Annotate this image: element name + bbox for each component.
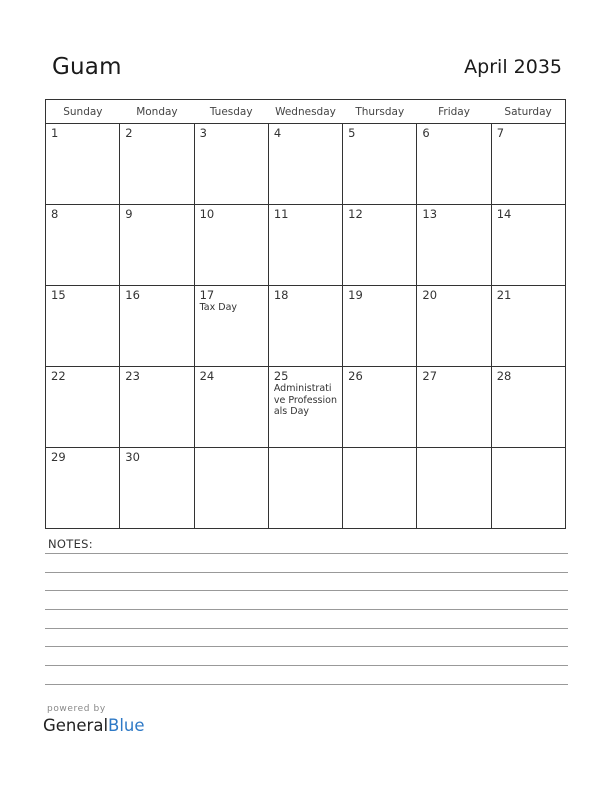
- notes-line: [45, 684, 568, 685]
- day-cell: [343, 367, 417, 448]
- day-cell: [417, 205, 491, 286]
- week-row: [46, 124, 566, 205]
- day-number: 4: [273, 126, 282, 140]
- generalblue-logo[interactable]: [43, 716, 145, 735]
- day-cell: [491, 448, 565, 529]
- notes-line: [45, 628, 568, 629]
- day-number: 13: [422, 207, 438, 221]
- day-number: 27: [422, 369, 438, 383]
- week-row: [46, 205, 566, 286]
- day-number: 18: [273, 288, 289, 302]
- day-number: 20: [422, 288, 438, 302]
- day-number: 9: [125, 207, 133, 221]
- week-row: [46, 367, 566, 448]
- day-number: 21: [496, 288, 512, 302]
- day-cell: [194, 286, 268, 367]
- day-cell: [343, 286, 417, 367]
- day-cell: [120, 286, 194, 367]
- day-number: 11: [273, 207, 289, 221]
- day-number: 7: [496, 126, 505, 140]
- holiday-label: Administrative Professionals Day: [273, 383, 337, 417]
- day-number: 6: [422, 126, 430, 140]
- holiday-label: Tax Day: [199, 302, 238, 313]
- day-number: 1: [51, 126, 59, 140]
- day-cell: [120, 367, 194, 448]
- week-row: [46, 448, 566, 529]
- calendar-grid: [45, 99, 566, 529]
- day-number: 24: [199, 369, 215, 383]
- day-cell: [120, 448, 194, 529]
- day-number: 25: [273, 369, 289, 383]
- logo-blue-text: Blue: [108, 716, 145, 735]
- day-number: 12: [348, 207, 363, 221]
- day-cell: [491, 124, 565, 205]
- weekday-thursday: Thursday: [343, 100, 417, 124]
- day-number: 28: [496, 369, 512, 383]
- calendar-month-title: April 2035: [464, 56, 562, 78]
- day-number: 30: [125, 450, 140, 464]
- notes-line: [45, 572, 568, 573]
- calendar-region-title: Guam: [52, 54, 122, 80]
- day-number: 10: [199, 207, 215, 221]
- day-cell: [268, 205, 342, 286]
- day-cell: [343, 124, 417, 205]
- day-number: 16: [125, 288, 140, 302]
- day-number: 23: [125, 369, 140, 383]
- day-cell: [46, 124, 120, 205]
- weekday-tuesday: Tuesday: [194, 100, 268, 124]
- day-cell: [491, 286, 565, 367]
- day-number: 8: [51, 207, 59, 221]
- weekday-wednesday: Wednesday: [268, 100, 342, 124]
- notes-line: [45, 609, 568, 610]
- weekday-sunday: Sunday: [46, 100, 120, 124]
- day-number: 15: [51, 288, 66, 302]
- day-cell: [46, 448, 120, 529]
- day-cell: [417, 286, 491, 367]
- day-cell: [343, 448, 417, 529]
- day-cell: [120, 124, 194, 205]
- day-number: 22: [51, 369, 66, 383]
- day-number: 3: [199, 126, 207, 140]
- weekday-friday: Friday: [417, 100, 491, 124]
- day-cell: [491, 205, 565, 286]
- day-cell: [417, 124, 491, 205]
- powered-by-text: powered by: [47, 704, 106, 714]
- day-number: 14: [496, 207, 512, 221]
- day-cell: [194, 448, 268, 529]
- week-row: [46, 286, 566, 367]
- day-cell: [120, 205, 194, 286]
- day-cell: [268, 124, 342, 205]
- day-cell: [417, 367, 491, 448]
- notes-line: [45, 665, 568, 666]
- day-number: 26: [348, 369, 363, 383]
- weekday-monday: Monday: [120, 100, 194, 124]
- day-cell: [491, 367, 565, 448]
- day-cell: [268, 367, 342, 448]
- day-cell: [194, 367, 268, 448]
- weekday-header-row: [46, 100, 566, 124]
- day-number: 29: [51, 450, 66, 464]
- day-cell: [417, 448, 491, 529]
- notes-label: NOTES:: [48, 537, 93, 551]
- notes-line: [45, 590, 568, 591]
- notes-line: [45, 646, 568, 647]
- weekday-saturday: Saturday: [491, 100, 565, 124]
- notes-line: [45, 553, 568, 554]
- day-cell: [46, 367, 120, 448]
- day-number: 19: [348, 288, 363, 302]
- day-cell: [268, 286, 342, 367]
- day-cell: [46, 205, 120, 286]
- day-number: 17: [199, 288, 215, 302]
- day-cell: [194, 124, 268, 205]
- day-cell: [194, 205, 268, 286]
- day-cell: [46, 286, 120, 367]
- logo-general-text: General: [43, 716, 109, 735]
- day-cell: [343, 205, 417, 286]
- day-number: 5: [348, 126, 356, 140]
- day-number: 2: [125, 126, 133, 140]
- day-cell: [268, 448, 342, 529]
